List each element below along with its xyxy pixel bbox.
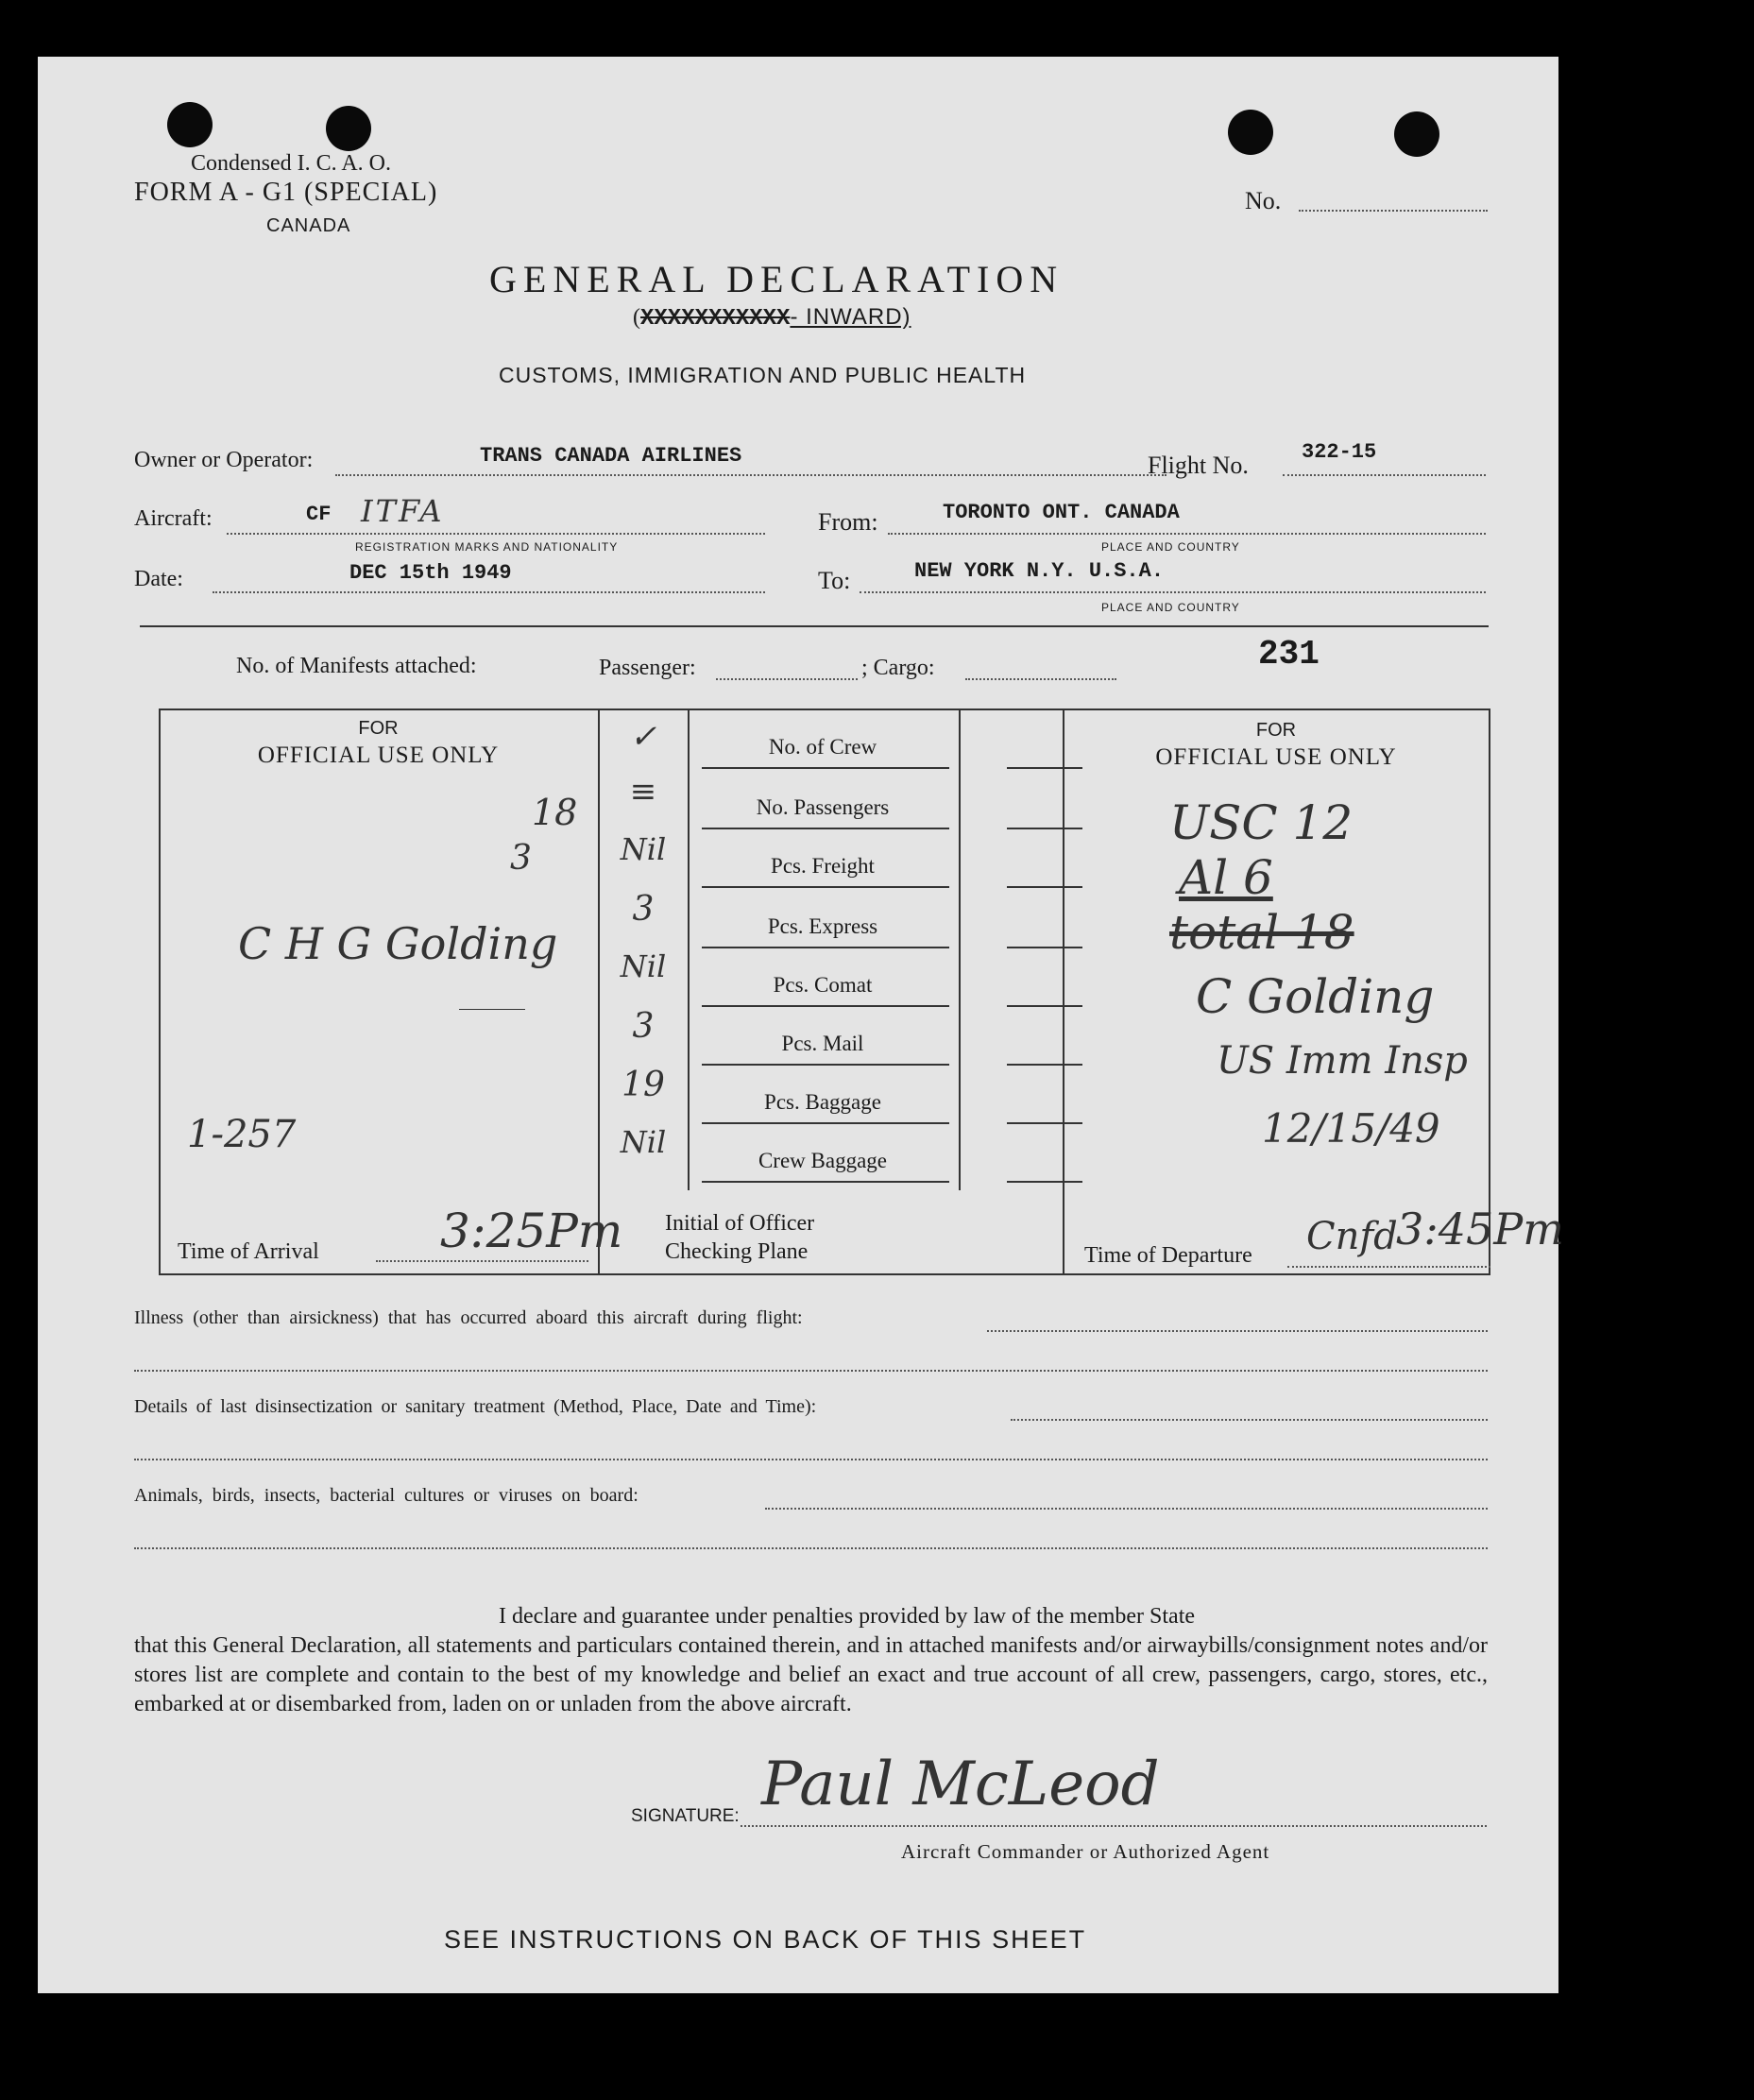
animals-line-2 [134, 1547, 1488, 1549]
left-note-18: 18 [532, 792, 578, 833]
row-rule [1007, 947, 1082, 948]
illness-line-2 [134, 1370, 1488, 1372]
punch-hole [167, 102, 213, 147]
signature-caption: Aircraft Commander or Authorized Agent [901, 1840, 1270, 1863]
date-value: DEC 15th 1949 [349, 561, 512, 585]
to-value: NEW YORK N.Y. U.S.A. [914, 559, 1165, 583]
official-use-box [159, 709, 1564, 1275]
row-hand-passengers: ≡ [629, 773, 657, 811]
to-line [860, 591, 1486, 593]
box-bottom-rule [159, 1273, 1490, 1275]
disinsectization-line-2 [134, 1459, 1488, 1460]
row-hand-baggage: 19 [622, 1066, 665, 1104]
owner-label: Owner or Operator: [134, 448, 314, 472]
form-code-line1: Condensed I. C. A. O. [191, 151, 391, 176]
row-rule [702, 1122, 949, 1124]
row-hand-crew: ✓ [629, 718, 657, 756]
row-rule [702, 1005, 949, 1007]
aircraft-line [227, 533, 765, 535]
time-arrival-line [376, 1260, 588, 1262]
box-right-rule [1489, 709, 1490, 1275]
box-divider [959, 709, 961, 1190]
time-arrival-label: Time of Arrival [178, 1239, 319, 1264]
manifest-number: 231 [1258, 635, 1320, 674]
signature-line [741, 1825, 1487, 1827]
flight-line [1283, 474, 1486, 476]
row-rule [702, 886, 949, 888]
row-rule [702, 1064, 949, 1066]
box-divider [1063, 709, 1064, 1275]
form-number-line [1299, 210, 1488, 212]
declaration-body: that this General Declaration, all statements and particulars contained therein, and in attached manifests and/or airwaybills/consignment notes and/or stores list are complete and contain to the best of my knowledge and belief an exact and true account of all crew, passengers, cargo, stores, etc., embarked at or disembarked from, laden on or unladen from the above aircraft. [134, 1633, 1488, 1716]
form-sheet [38, 57, 1564, 1993]
box-divider [688, 709, 690, 1190]
row-rule [1007, 1122, 1082, 1124]
punch-hole [1394, 111, 1439, 157]
signature-label: SIGNATURE: [631, 1806, 740, 1826]
left-note-number: 1-257 [187, 1113, 297, 1156]
flight-label: Flight No. [1148, 452, 1249, 479]
row-rule [702, 767, 949, 769]
row-hand-mail: 3 [632, 1007, 655, 1046]
cargo-manifest-line [965, 678, 1116, 680]
date-line [213, 591, 765, 593]
left-note-3: 3 [510, 839, 532, 878]
illness-line-1 [987, 1330, 1488, 1332]
right-official-title: OFFICIAL USE ONLY [1155, 744, 1397, 770]
checking-plane-label: Checking Plane [665, 1239, 809, 1264]
left-for-label: FOR [358, 718, 399, 739]
row-label-passengers: No. Passengers [756, 795, 890, 819]
struck-outward: XXXXXXXXXXX [640, 306, 791, 332]
box-divider [598, 709, 600, 1275]
right-note-al: Al 6 [1179, 850, 1273, 905]
initial-officer-label: Initial of Officer [665, 1211, 815, 1236]
row-hand-crew-baggage: Nil [620, 1124, 667, 1160]
row-rule [1007, 886, 1082, 888]
date-label: Date: [134, 567, 183, 591]
row-hand-express: 3 [632, 890, 655, 929]
from-label: From: [818, 508, 878, 536]
box-top-rule [159, 709, 1490, 710]
flight-value: 322-15 [1302, 440, 1377, 464]
row-label-crew-baggage: Crew Baggage [758, 1149, 888, 1172]
form-code-line2: FORM A - G1 (SPECIAL) [134, 178, 438, 207]
row-rule [1007, 1005, 1082, 1007]
row-hand-comat: Nil [620, 948, 667, 984]
punch-hole [1228, 110, 1273, 155]
aircraft-label: Aircraft: [134, 506, 213, 531]
passenger-manifest-line [716, 678, 858, 680]
form-code-line3: CANADA [266, 215, 351, 236]
page-title: GENERAL DECLARATION [489, 258, 1064, 300]
right-note-usc: USC 12 [1169, 795, 1354, 850]
from-value: TORONTO ONT. CANADA [943, 501, 1180, 524]
right-note-cnfd: Cnfd [1306, 1215, 1398, 1258]
right-note-date: 12/15/49 [1262, 1105, 1440, 1152]
row-hand-freight: Nil [620, 831, 667, 867]
row-label-comat: Pcs. Comat [773, 973, 873, 997]
registration-caption: REGISTRATION MARKS AND NATIONALITY [355, 540, 619, 554]
cargo-manifest-label: ; Cargo: [861, 656, 935, 680]
time-arrival-value: 3:25Pm [440, 1204, 623, 1258]
owner-line [335, 474, 1166, 476]
left-officer-signature: C H G Golding [238, 918, 558, 969]
punch-hole [326, 106, 371, 151]
passenger-manifest-label: Passenger: [599, 656, 696, 680]
animals-line-1 [765, 1508, 1488, 1510]
row-label-mail: Pcs. Mail [781, 1032, 864, 1055]
owner-value: TRANS CANADA AIRLINES [480, 444, 742, 468]
right-officer-signature: C Golding [1196, 969, 1435, 1024]
right-for-label: FOR [1255, 720, 1297, 741]
manifests-label: No. of Manifests attached: [236, 654, 477, 678]
disinsectization-label: Details of last disinsectization or sanitary treatment (Method, Place, Date and Time): [134, 1396, 817, 1417]
box-left-rule [159, 709, 161, 1275]
left-official-title: OFFICIAL USE ONLY [257, 743, 500, 768]
row-rule [1007, 1064, 1082, 1066]
inward-label: - INWARD) [790, 304, 911, 330]
aircraft-prefix: CF [306, 503, 332, 526]
time-departure-value: 3:45Pm [1396, 1204, 1564, 1255]
row-rule [702, 947, 949, 948]
illness-label: Illness (other than airsickness) that has occurred aboard this aircraft during flight: [134, 1307, 803, 1328]
subheading: CUSTOMS, IMMIGRATION AND PUBLIC HEALTH [499, 363, 1027, 387]
instructions-footer: SEE INSTRUCTIONS ON BACK OF THIS SHEET [444, 1925, 1087, 1954]
row-label-crew: No. of Crew [768, 735, 877, 759]
form-number-label: No. [1245, 187, 1282, 214]
right-note-total: total 18 [1169, 905, 1354, 960]
row-rule [702, 828, 949, 829]
right-note-inspector: US Imm Insp [1217, 1039, 1468, 1083]
title-variant [633, 304, 911, 332]
row-rule [702, 1181, 949, 1183]
row-label-express: Pcs. Express [767, 914, 878, 938]
disinsectization-line-1 [1011, 1419, 1488, 1421]
from-line [888, 533, 1486, 535]
row-rule [1007, 1181, 1082, 1183]
variant-open-paren: ( [633, 305, 640, 330]
row-label-baggage: Pcs. Baggage [764, 1090, 881, 1114]
time-departure-line [1287, 1266, 1490, 1268]
declaration-first-line: I declare and guarantee under penalties provided by law of the member State [499, 1604, 1196, 1629]
row-label-freight: Pcs. Freight [771, 854, 875, 878]
row-rule [1007, 828, 1082, 829]
from-caption: PLACE AND COUNTRY [1101, 540, 1240, 554]
to-caption: PLACE AND COUNTRY [1101, 601, 1240, 614]
to-label: To: [818, 567, 851, 594]
section-rule [140, 625, 1489, 627]
aircraft-handwritten: ITFA [361, 493, 445, 529]
commander-signature: Paul McLeod [761, 1750, 1160, 1819]
time-departure-label: Time of Departure [1084, 1243, 1252, 1268]
left-underline [459, 1009, 525, 1010]
animals-label: Animals, birds, insects, bacterial cultures or viruses on board: [134, 1485, 639, 1506]
